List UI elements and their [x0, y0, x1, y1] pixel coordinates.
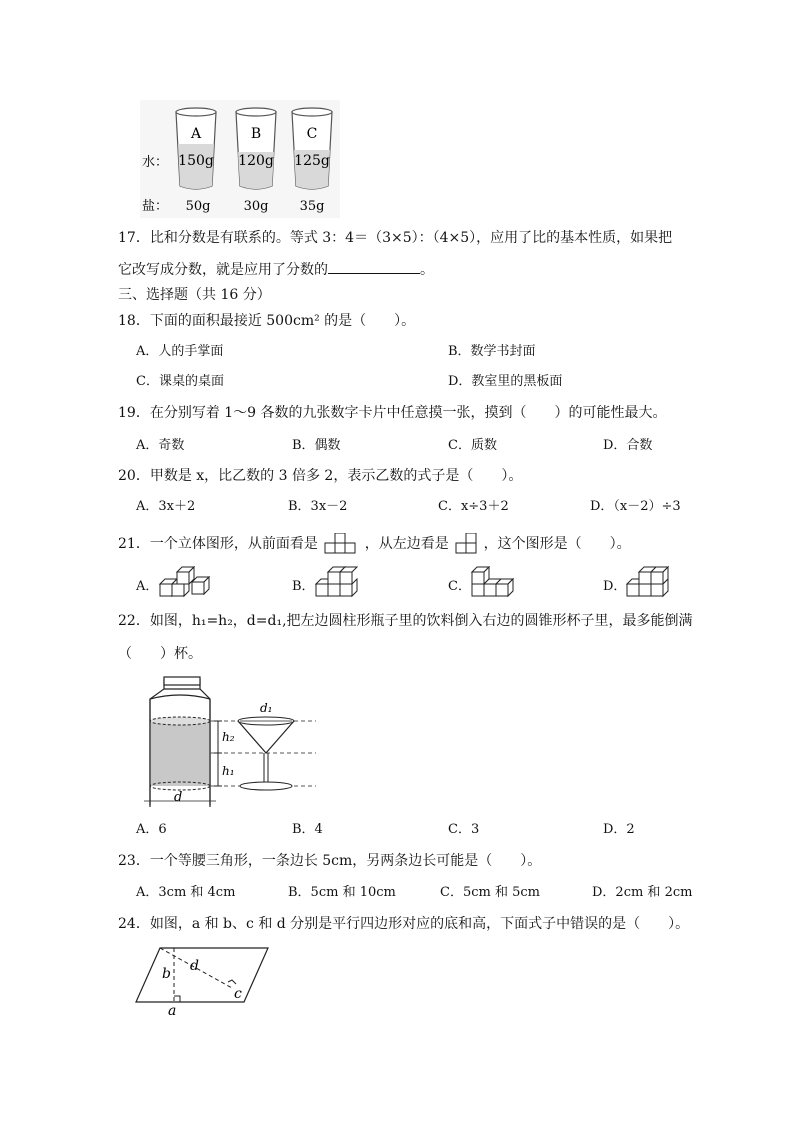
q20-option-a[interactable]: A．3x＋2: [136, 499, 196, 514]
q22-option-a[interactable]: A．6: [136, 822, 167, 837]
q21-stem-text-b: ，从左边看是: [364, 536, 449, 552]
q19-option-a[interactable]: A．奇数: [136, 438, 185, 453]
q20-stem: 20．甲数是 x，比乙数的 3 倍多 2，表示乙数的式子是（ ）。: [118, 468, 523, 484]
cup-b: [236, 108, 276, 189]
q17-line1: 17．比和分数是有联系的。等式 3：4＝（3×5）：（4×5），应用了比的基本性质，如果把: [118, 230, 673, 246]
cup-water: 150g: [178, 153, 214, 169]
label-c: c: [234, 986, 242, 1002]
cup-salt: 50g: [185, 199, 211, 214]
label-a: a: [168, 1003, 177, 1016]
cup-water: 120g: [238, 153, 274, 169]
q23-stem: 23．一个等腰三角形，一条边长 5cm，另两条边长可能是（ ）。: [118, 853, 542, 869]
beaker-figure: [140, 100, 340, 218]
q20-option-b[interactable]: B．3x－2: [288, 499, 348, 514]
cup-a: [176, 108, 216, 189]
q19-option-b[interactable]: B．偶数: [292, 438, 341, 453]
left-view-icon: [453, 533, 479, 555]
cup-water: 125g: [294, 153, 330, 169]
q22-option-d[interactable]: D．2: [603, 822, 635, 837]
front-view-icon: [322, 533, 360, 555]
cup-letter: B: [250, 126, 262, 142]
q21-option-c-cubes-icon[interactable]: [468, 566, 524, 604]
q23-option-b[interactable]: B．5cm 和 10cm: [288, 885, 396, 900]
q17-line2: [118, 259, 434, 279]
cup-letter: A: [190, 126, 202, 142]
bottle-cup-figure: [130, 675, 330, 817]
q21-option-d-cubes-icon[interactable]: [623, 566, 679, 604]
q21-option-c-label[interactable]: C．: [448, 579, 471, 594]
label-h2: h₂: [222, 730, 235, 744]
label-b: b: [162, 966, 171, 982]
q18-stem: 18．下面的面积最接近 500cm² 的是（ ）。: [118, 313, 416, 329]
q21-option-b-cubes-icon[interactable]: [312, 566, 368, 604]
q23-option-c[interactable]: C．5cm 和 5cm: [440, 885, 540, 900]
q22-option-c[interactable]: C．3: [448, 822, 480, 837]
q21-stem: [118, 533, 631, 555]
q19-option-c[interactable]: C．质数: [448, 438, 497, 453]
q18-option-c[interactable]: C．课桌的桌面: [136, 374, 224, 389]
label-h1: h₁: [222, 764, 235, 778]
q20-option-c[interactable]: C．x÷3＋2: [438, 499, 509, 514]
q21-option-a-cubes-icon[interactable]: [156, 566, 212, 604]
q18-option-d[interactable]: D．教室里的黑板面: [448, 374, 563, 389]
q23-option-d[interactable]: D．2cm 和 2cm: [592, 885, 693, 900]
q21-option-b-label[interactable]: B．: [292, 579, 315, 594]
answer-blank[interactable]: [328, 259, 420, 274]
label-d1: d₁: [260, 701, 273, 715]
q18-option-a[interactable]: A．人的手掌面: [136, 344, 224, 359]
q17-line2-end: 。: [420, 262, 434, 278]
salt-label: 盐：: [142, 199, 169, 214]
cup-letter: C: [306, 126, 318, 142]
q21-stem-text-c: ，这个图形是（ ）。: [483, 536, 631, 552]
water-label: 水：: [142, 155, 169, 170]
q19-stem: 19．在分别写着 1～9 各数的九张数字卡片中任意摸一张，摸到（ ）的可能性最大。: [118, 405, 667, 421]
q22-line1: 22．如图，h₁=h₂，d=d₁,把左边圆柱形瓶子里的饮料倒入右边的圆锥形杯子里，最多能倒满: [118, 613, 693, 629]
q21-option-d-label[interactable]: D．: [603, 579, 627, 594]
q18-option-b[interactable]: B．数学书封面: [448, 344, 536, 359]
q17-line2-text: 它改写成分数，就是应用了分数的: [118, 262, 328, 278]
q24-stem: 24．如图，a 和 b、c 和 d 分别是平行四边形对应的底和高，下面式子中错误的是（ ）。: [118, 916, 690, 932]
q21-option-a-label[interactable]: A．: [136, 579, 159, 594]
cup-salt: 35g: [299, 199, 325, 214]
q19-option-d[interactable]: D．合数: [603, 438, 653, 453]
q21-stem-text-a: 21．一个立体图形，从前面看是: [118, 536, 318, 552]
q23-option-a[interactable]: A．3cm 和 4cm: [136, 885, 236, 900]
cup-c: [292, 108, 332, 189]
section-title: 三、选择题（共 16 分）: [118, 287, 271, 303]
cup-salt: 30g: [243, 199, 269, 214]
label-d: d: [174, 790, 183, 805]
q20-option-d[interactable]: D．（x－2）÷3: [590, 499, 681, 514]
q22-option-b[interactable]: B．4: [292, 822, 323, 837]
q22-line2: （ ）杯。: [118, 646, 202, 662]
label-d: d: [190, 958, 199, 974]
parallelogram-figure: [134, 944, 274, 1020]
